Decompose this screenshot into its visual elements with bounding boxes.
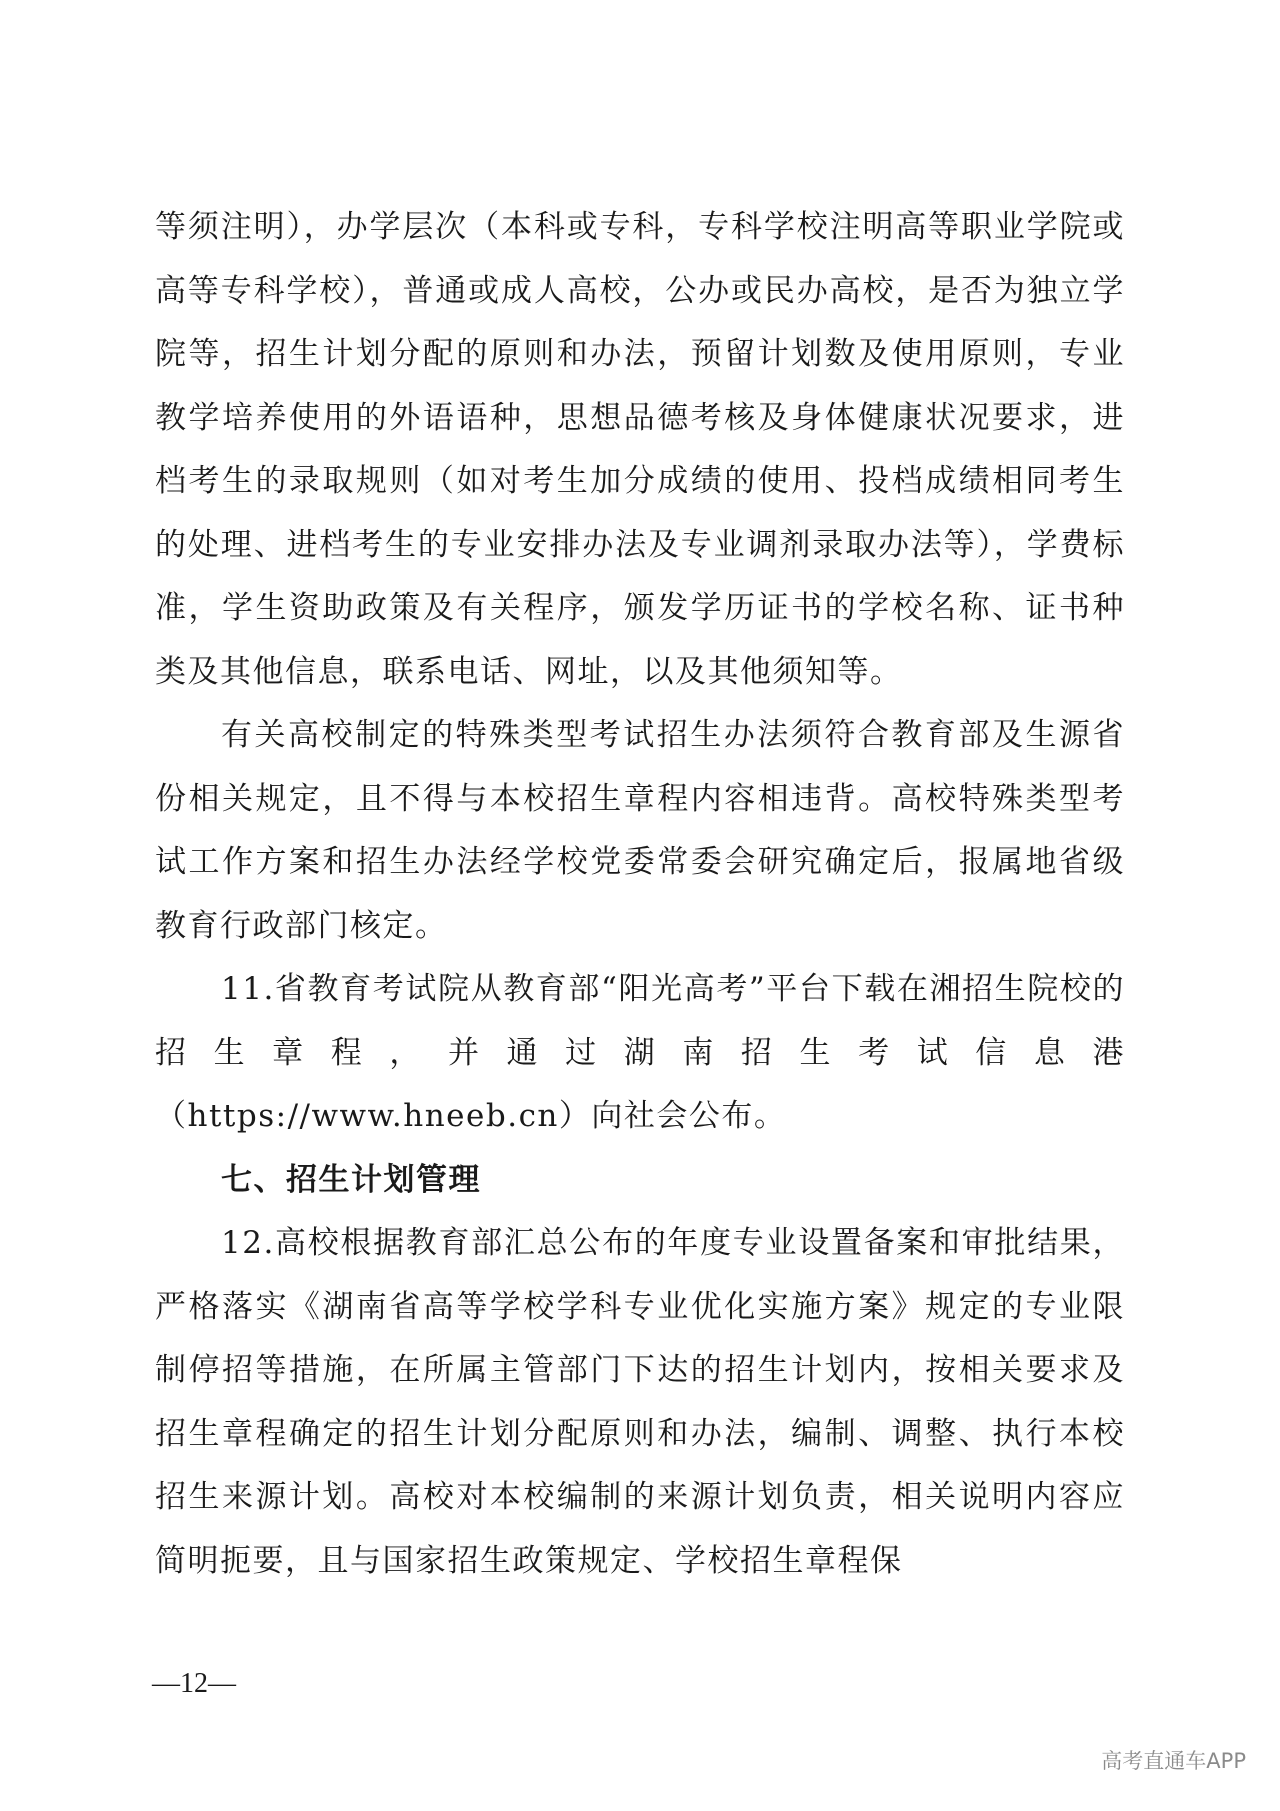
paragraph-special-exam: 有关高校制定的特殊类型考试招生办法须符合教育部及生源省份相关规定，且不得与本校招生章程内容相违背。高校特殊类型考试工作方案和招生办法经学校党委常委会研究确定后，报属地省级教育行政部门核定。 bbox=[155, 717, 1125, 944]
watermark-text: 高考直通车APP bbox=[1101, 1749, 1246, 1773]
paragraph-continuation: 等须注明），办学层次（本科或专科，专科学校注明高等职业学院或高等专科学校），普通或成人高校，公办或民办高校，是否为独立学院等，招生计划分配的原则和办法，预留计划数及使用原则，专业教学培养使用的外语语种，思想品德考核及身体健康状况要求，进档考生的录取规则（如对考生加分成绩的使用、投档成绩相同考生的处理、进档考生的专业安排办法及专业调剂录取办法等），学费标准，学生资助政策及有关程序，颁发学历证书的学校名称、证书种类及其他信息，联系电话、网址，以及其他须知等。 bbox=[155, 209, 1125, 690]
page-number: —12— bbox=[152, 1668, 236, 1699]
document-body bbox=[155, 196, 1125, 1593]
paragraph-item-11: 11.省教育考试院从教育部“阳光高考”平台下载在湘招生院校的招生章程，并通过湖南招生考试信息港（https://www.hneeb.cn）向社会公布。 bbox=[155, 971, 1125, 1134]
paragraph-item-12: 12.高校根据教育部汇总公布的年度专业设置备案和审批结果，严格落实《湖南省高等学校学科专业优化实施方案》规定的专业限制停招等措施，在所属主管部门下达的招生计划内，按相关要求及招生章程确定的招生计划分配原则和办法，编制、调整、执行本校招生来源计划。高校对本校编制的来源计划负责，相关说明内容应简明扼要，且与国家招生政策规定、学校招生章程保 bbox=[155, 1225, 1125, 1579]
section-heading: 七、招生计划管理 bbox=[221, 1161, 481, 1198]
